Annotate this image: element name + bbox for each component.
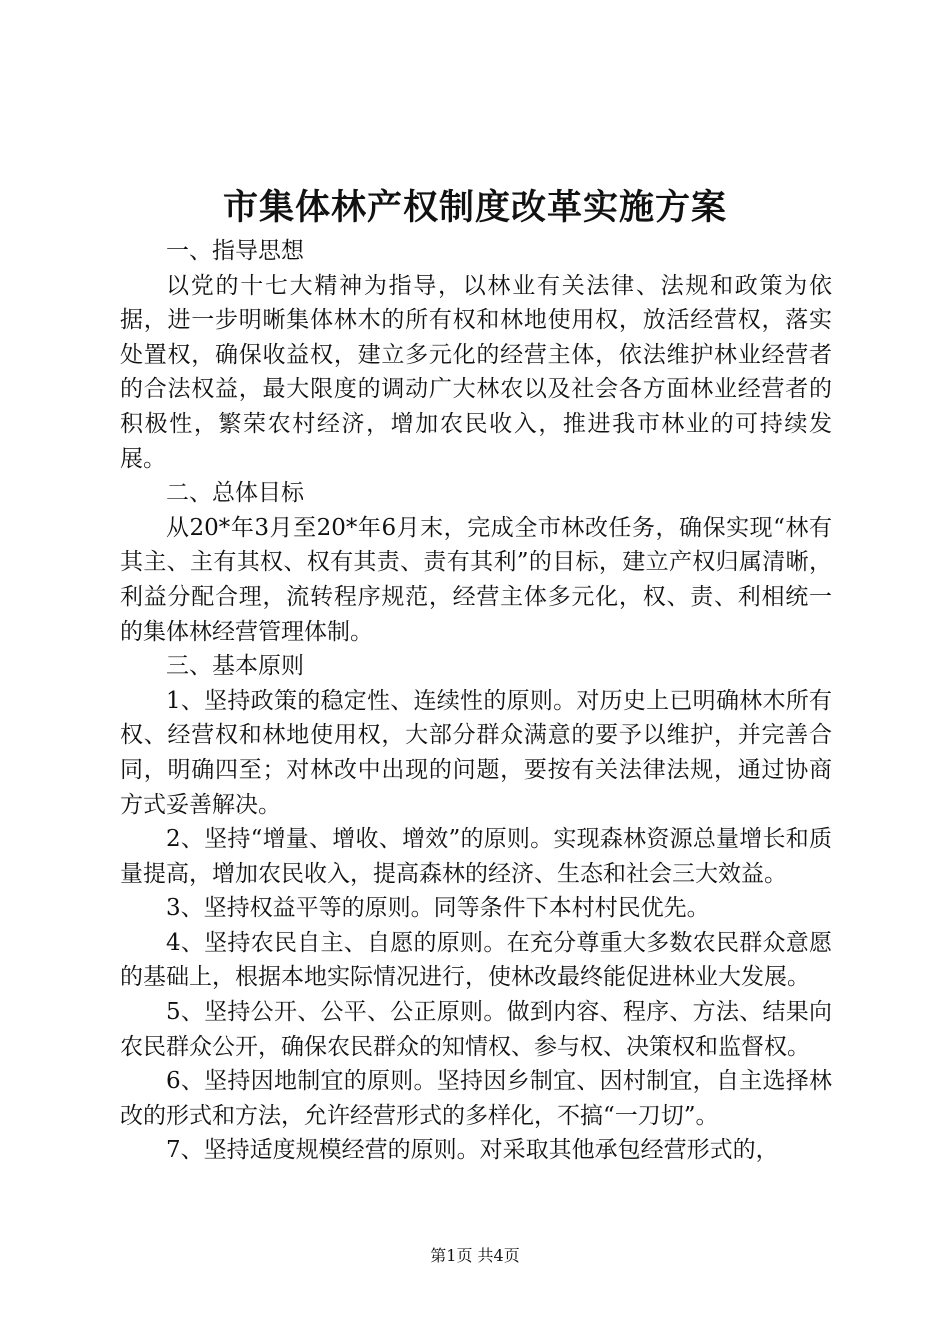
paragraph: 1、坚持政策的稳定性、连续性的原则。对历史上已明确林木所有权、经营权和林地使用权，大部分群众满意的要予以维护，并完善合同，明确四至；对林改中出现的问题，要按有关法律法规，通过协商方式妥善解决。 bbox=[120, 687, 832, 818]
page-number-footer: 第1页 共4页 bbox=[430, 1246, 520, 1265]
paragraph: 6、坚持因地制宜的原则。坚持因乡制宜、因村制宜，自主选择林改的形式和方法，允许经营形式的多样化，不搞“一刀切”。 bbox=[120, 1068, 832, 1129]
paragraph: 从20*年3月至20*年6月末，完成全市林改任务，确保实现“林有其主、主有其权、权有其责、责有其利”的目标，建立产权归属清晰，利益分配合理，流转程序规范，经营主体多元化，权、责、利相统一的集体林经营管理体制。 bbox=[120, 514, 832, 645]
paragraph: 3、坚持权益平等的原则。同等条件下本村村民优先。 bbox=[166, 895, 710, 922]
section-heading: 一、指导思想 bbox=[166, 238, 304, 264]
paragraph: 2、坚持“增量、增收、增效”的原则。实现森林资源总量增长和质量提高，增加农民收入，提高森林的经济、生态和社会三大效益。 bbox=[120, 826, 832, 887]
paragraph: 7、坚持适度规模经营的原则。对采取其他承包经营形式的， bbox=[166, 1137, 779, 1164]
document-title: 市集体林产权制度改革实施方案 bbox=[222, 187, 727, 228]
section-heading: 二、总体目标 bbox=[166, 480, 304, 507]
document-body bbox=[120, 234, 832, 1168]
paragraph: 5、坚持公开、公平、公正原则。做到内容、程序、方法、结果向农民群众公开，确保农民群众的知情权、参与权、决策权和监督权。 bbox=[120, 999, 832, 1060]
paragraph: 以党的十七大精神为指导，以林业有关法律、法规和政策为依据，进一步明晰集体林木的所有权和林地使用权，放活经营权，落实处置权，确保收益权，建立多元化的经营主体，依法维护林业经营者的合法权益，最大限度的调动广大林农以及社会各方面林业经营者的积极性，繁荣农村经济，增加农民收入，推进我市林业的可持续发展。 bbox=[120, 272, 832, 472]
section-heading: 三、基本原则 bbox=[166, 653, 304, 680]
paragraph: 4、坚持农民自主、自愿的原则。在充分尊重大多数农民群众意愿的基础上，根据本地实际情况进行，使林改最终能促进林业大发展。 bbox=[120, 929, 832, 991]
